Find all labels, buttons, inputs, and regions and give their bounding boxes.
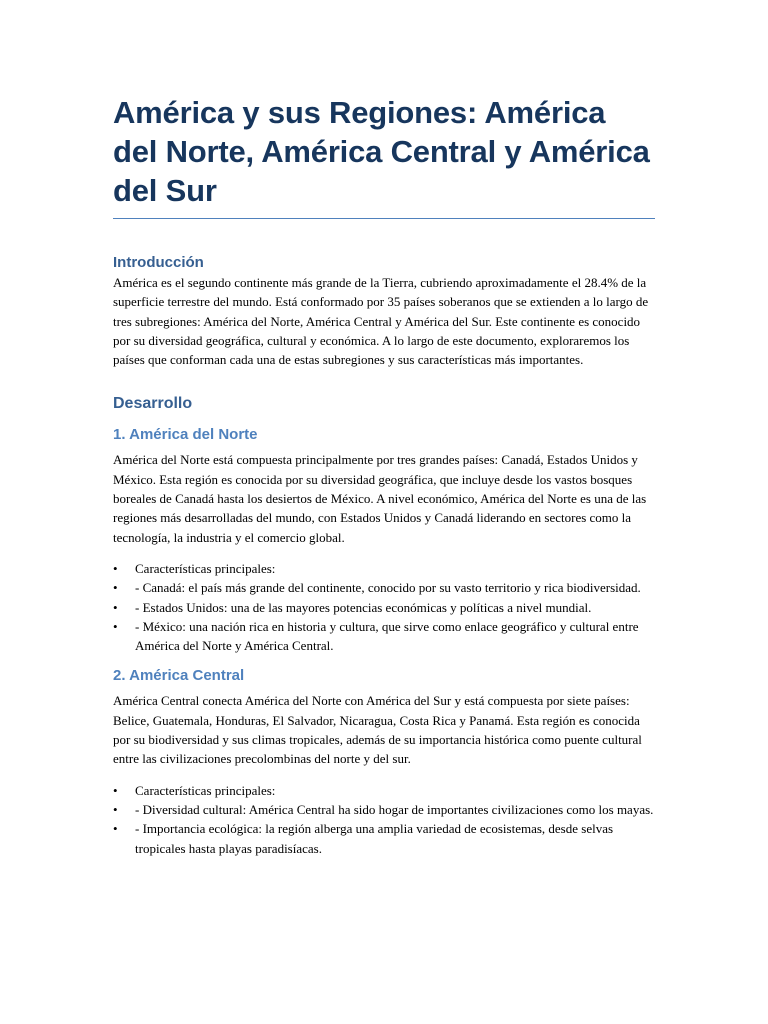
bullet-list-north-america xyxy=(113,559,655,655)
bullet-icon: • xyxy=(113,599,118,615)
list-item xyxy=(113,800,655,819)
document-title: América y sus Regiones: América del Norte, América Central y América del Sur xyxy=(113,0,655,219)
intro-heading: Introducción xyxy=(113,254,204,271)
list-item xyxy=(113,559,655,578)
list-item-text: - Importancia ecológica: la región alberga una amplia variedad de ecosistemas, desde selvas tropicales hasta playas paradisíacas. xyxy=(135,821,614,856)
bullet-icon: • xyxy=(113,782,118,798)
intro-paragraph: América es el segundo continente más grande de la Tierra, cubriendo aproximadamente el 28.4% de la superficie terrestre del mundo. Está conformado por 35 países soberanos que se extienden a lo largo de tres subregiones: América del Norte, América Central y América del Sur. Este continente es conocido por su diversidad geográfica, cultural y económica. A lo largo de este documento, exploraremos los países que conforman cada una de estas subregiones y sus características más importantes. xyxy=(113,275,649,368)
section-paragraph-north-america: América del Norte está compuesta principalmente por tres grandes países: Canadá, Estados Unidos y México. Esta región es conocida por su diversidad geográfica, que incluye desde los vastos bosques boreales de Canadá hasta los desiertos de México. A nivel económico, América del Norte es una de las regiones más desarrolladas del mundo, con Estados Unidos y Canadá liderando en sectores como la tecnología, la industria y el comercio global. xyxy=(113,452,647,545)
bullet-icon: • xyxy=(113,821,118,837)
bullet-icon: • xyxy=(113,560,118,576)
list-item xyxy=(113,598,655,617)
list-item xyxy=(113,617,655,656)
list-item xyxy=(113,578,655,597)
bullet-icon: • xyxy=(113,801,118,817)
list-item xyxy=(113,819,655,858)
list-item xyxy=(113,781,655,800)
section-heading-central-america: 2. América Central xyxy=(113,667,245,685)
bullet-list-central-america xyxy=(113,781,655,858)
list-item-text: - Diversidad cultural: América Central ha sido hogar de importantes civilizaciones como los mayas. xyxy=(135,801,654,817)
list-item-text: Características principales: xyxy=(135,560,276,576)
list-item-text: - Estados Unidos: una de las mayores potencias económicas y políticas a nivel mundial. xyxy=(135,599,592,615)
list-item-text: - Canadá: el país más grande del continente, conocido por su vasto territorio y rica biodiversidad. xyxy=(135,580,641,596)
bullet-icon: • xyxy=(113,580,118,596)
bullet-icon: • xyxy=(113,618,118,634)
section-paragraph-central-america: América Central conecta América del Norte con América del Sur y está compuesta por siete países: Belice, Guatemala, Honduras, El Salvador, Nicaragua, Costa Rica y Panamá. Esta región es conocida por su biodiversidad y sus climas tropicales, además de su importancia histórica como puente cultural entre las civilizaciones precolombinas del norte y del sur. xyxy=(113,693,642,767)
document-page xyxy=(113,0,655,858)
development-heading: Desarrollo xyxy=(113,395,193,413)
list-item-text: - México: una nación rica en historia y cultura, que sirve como enlace geográfico y cultural entre América del Norte y América Central. xyxy=(135,618,639,654)
section-heading-north-america: 1. América del Norte xyxy=(113,426,258,444)
list-item-text: Características principales: xyxy=(135,782,276,798)
